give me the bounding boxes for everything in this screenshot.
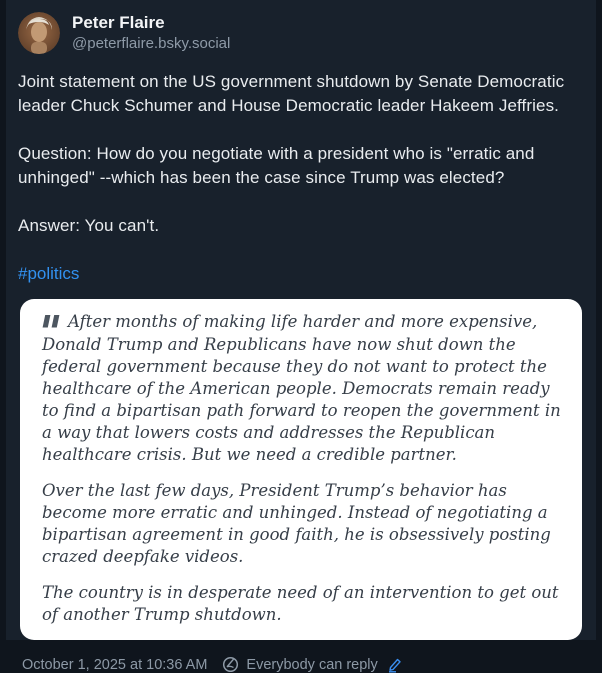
avatar[interactable] — [18, 12, 60, 54]
author-name[interactable]: Peter Flaire — [72, 12, 165, 32]
quote-paragraph: The country is in desperate need of an intervention to get out of another Trump shutdown. — [42, 583, 559, 624]
hashtag-link[interactable]: #politics — [18, 264, 80, 283]
quote-paragraph — [42, 311, 564, 466]
quotation-marks-icon — [42, 312, 61, 334]
author-block — [72, 13, 230, 53]
post-paragraph: Question: How do you negotiate with a president who is "erratic and unhinged" --which has been the case since Trump was elected? — [18, 144, 535, 187]
post-body — [18, 70, 584, 299]
quote-text: After months of making life harder and more expensive, Donald Trump and Republicans have now shut down the federal government because they do not want to protect the healthcare of the American people. Democrats remain ready to find a bipartisan path forward to reopen the government in a way that lowers costs and addresses the Republican healthcare crisis. But we need a credible partner. — [42, 312, 561, 464]
reply-setting-label: Everybody can reply — [246, 656, 378, 673]
avatar-image — [18, 12, 60, 54]
timestamp: October 1, 2025 at 10:36 AM — [22, 656, 208, 673]
post-header — [18, 10, 584, 58]
post-paragraph: Joint statement on the US government shutdown by Senate Democratic leader Chuck Schumer and House Democratic leader Hakeem Jeffries. — [18, 72, 565, 115]
quote-paragraph: Over the last few days, President Trump’s behavior has become more erratic and unhinged. Instead of negotiating a bipartisan agreement in good faith, he is obsessively posting crazed deepfake videos. — [42, 481, 551, 566]
post-footer — [18, 654, 584, 673]
post-paragraph: Answer: You can't. — [18, 216, 160, 235]
edit-pencil-icon[interactable] — [387, 657, 403, 673]
author-handle[interactable]: @peterflaire.bsky.social — [72, 35, 231, 53]
quote-card — [20, 299, 582, 640]
post — [6, 0, 596, 673]
globe-icon — [222, 656, 239, 673]
